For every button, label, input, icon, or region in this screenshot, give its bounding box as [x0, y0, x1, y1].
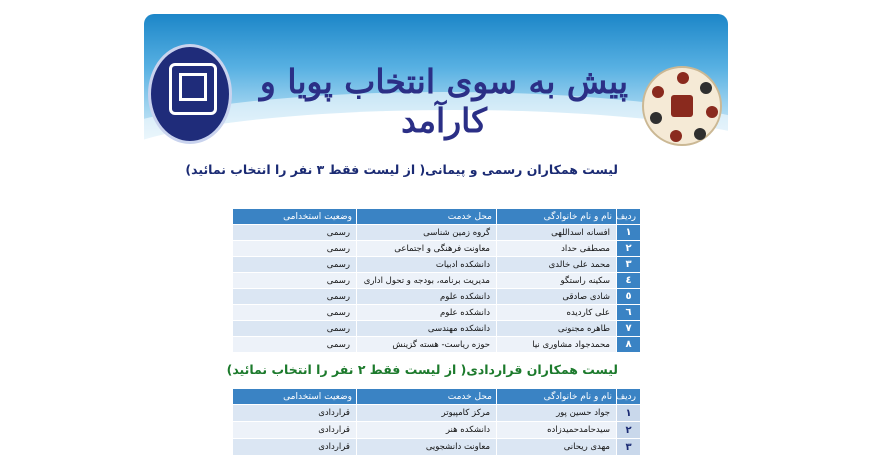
row-index: ۷	[617, 321, 641, 337]
employee-name: محمدجواد مشاوری نیا	[497, 337, 617, 353]
service-location: دانشکده ادبیات	[357, 257, 497, 273]
row-index: ۳	[617, 257, 641, 273]
table-row	[233, 305, 641, 321]
employment-status: رسمی	[233, 225, 357, 241]
table-header-row	[233, 209, 641, 225]
section-heading-contract: لیست همکاران قراردادی( از لیست فقط ۲ نفر را انتخاب نمائید)	[226, 362, 618, 377]
service-location: حوزه ریاست- هسته گزینش	[357, 337, 497, 353]
service-location: دانشکده علوم	[357, 305, 497, 321]
table-row	[233, 225, 641, 241]
table-row	[233, 241, 641, 257]
service-location: معاونت دانشجویی	[357, 439, 497, 456]
service-location: دانشکده علوم	[357, 289, 497, 305]
row-index: ۳	[617, 439, 641, 456]
table-row	[233, 273, 641, 289]
table-header-row	[233, 389, 641, 405]
employment-status: قراردادی	[233, 439, 357, 456]
row-index: ٦	[617, 305, 641, 321]
column-header: ردیف	[617, 389, 641, 405]
employee-name: سکینه راستگو	[497, 273, 617, 289]
employee-name: شادی صادقی	[497, 289, 617, 305]
section-heading-permanent: لیست همکاران رسمی و پیمانی( از لیست فقط ۳ نفر را انتخاب نمائید)	[185, 162, 618, 177]
employment-status: قراردادی	[233, 422, 357, 439]
employee-name: علی کاردیده	[497, 305, 617, 321]
column-header: وضعیت استخدامی	[233, 209, 357, 225]
table-row	[233, 337, 641, 353]
table-row	[233, 422, 641, 439]
employee-name: مصطفی حداد	[497, 241, 617, 257]
employee-name: مهدی ریحانی	[497, 439, 617, 456]
employment-status: قراردادی	[233, 405, 357, 422]
people-circle-emblem-icon	[642, 66, 722, 146]
employment-status: رسمی	[233, 273, 357, 289]
table-row	[233, 405, 641, 422]
service-location: دانشکده مهندسی	[357, 321, 497, 337]
banner-title: پیش به سوی انتخاب پویا و کارآمد	[259, 62, 629, 140]
row-index: ٤	[617, 273, 641, 289]
service-location: معاونت فرهنگی و اجتماعی	[357, 241, 497, 257]
employee-name: جواد حسین پور	[497, 405, 617, 422]
table-row	[233, 439, 641, 456]
column-header: محل خدمت	[357, 389, 497, 405]
service-location: دانشکده هنر	[357, 422, 497, 439]
university-emblem-icon	[148, 44, 232, 144]
employee-name: طاهره مجنونی	[497, 321, 617, 337]
row-index: ۲	[617, 241, 641, 257]
employment-status: رسمی	[233, 257, 357, 273]
employment-status: رسمی	[233, 321, 357, 337]
table-row	[233, 321, 641, 337]
service-location: گروه زمین شناسی	[357, 225, 497, 241]
column-header: نام و نام خانوادگی	[497, 209, 617, 225]
row-index: ۸	[617, 337, 641, 353]
employment-status: رسمی	[233, 289, 357, 305]
column-header: محل خدمت	[357, 209, 497, 225]
service-location: مدیریت برنامه، بودجه و تحول اداری	[357, 273, 497, 289]
employee-name: محمد علی خالدی	[497, 257, 617, 273]
employment-status: رسمی	[233, 241, 357, 257]
employment-status: رسمی	[233, 337, 357, 353]
table-row	[233, 289, 641, 305]
contract-staff-table	[232, 388, 641, 456]
row-index: ٥	[617, 289, 641, 305]
permanent-staff-table	[232, 208, 641, 353]
header-banner	[144, 14, 728, 154]
column-header: وضعیت استخدامی	[233, 389, 357, 405]
employee-name: سیدحامدحمیدزاده	[497, 422, 617, 439]
column-header: ردیف	[617, 209, 641, 225]
service-location: مرکز کامپیوتر	[357, 405, 497, 422]
employee-name: افسانه اسداللهی	[497, 225, 617, 241]
table-row	[233, 257, 641, 273]
row-index: ۱	[617, 405, 641, 422]
page	[144, 14, 728, 460]
column-header: نام و نام خانوادگی	[497, 389, 617, 405]
employment-status: رسمی	[233, 305, 357, 321]
row-index: ۲	[617, 422, 641, 439]
row-index: ۱	[617, 225, 641, 241]
